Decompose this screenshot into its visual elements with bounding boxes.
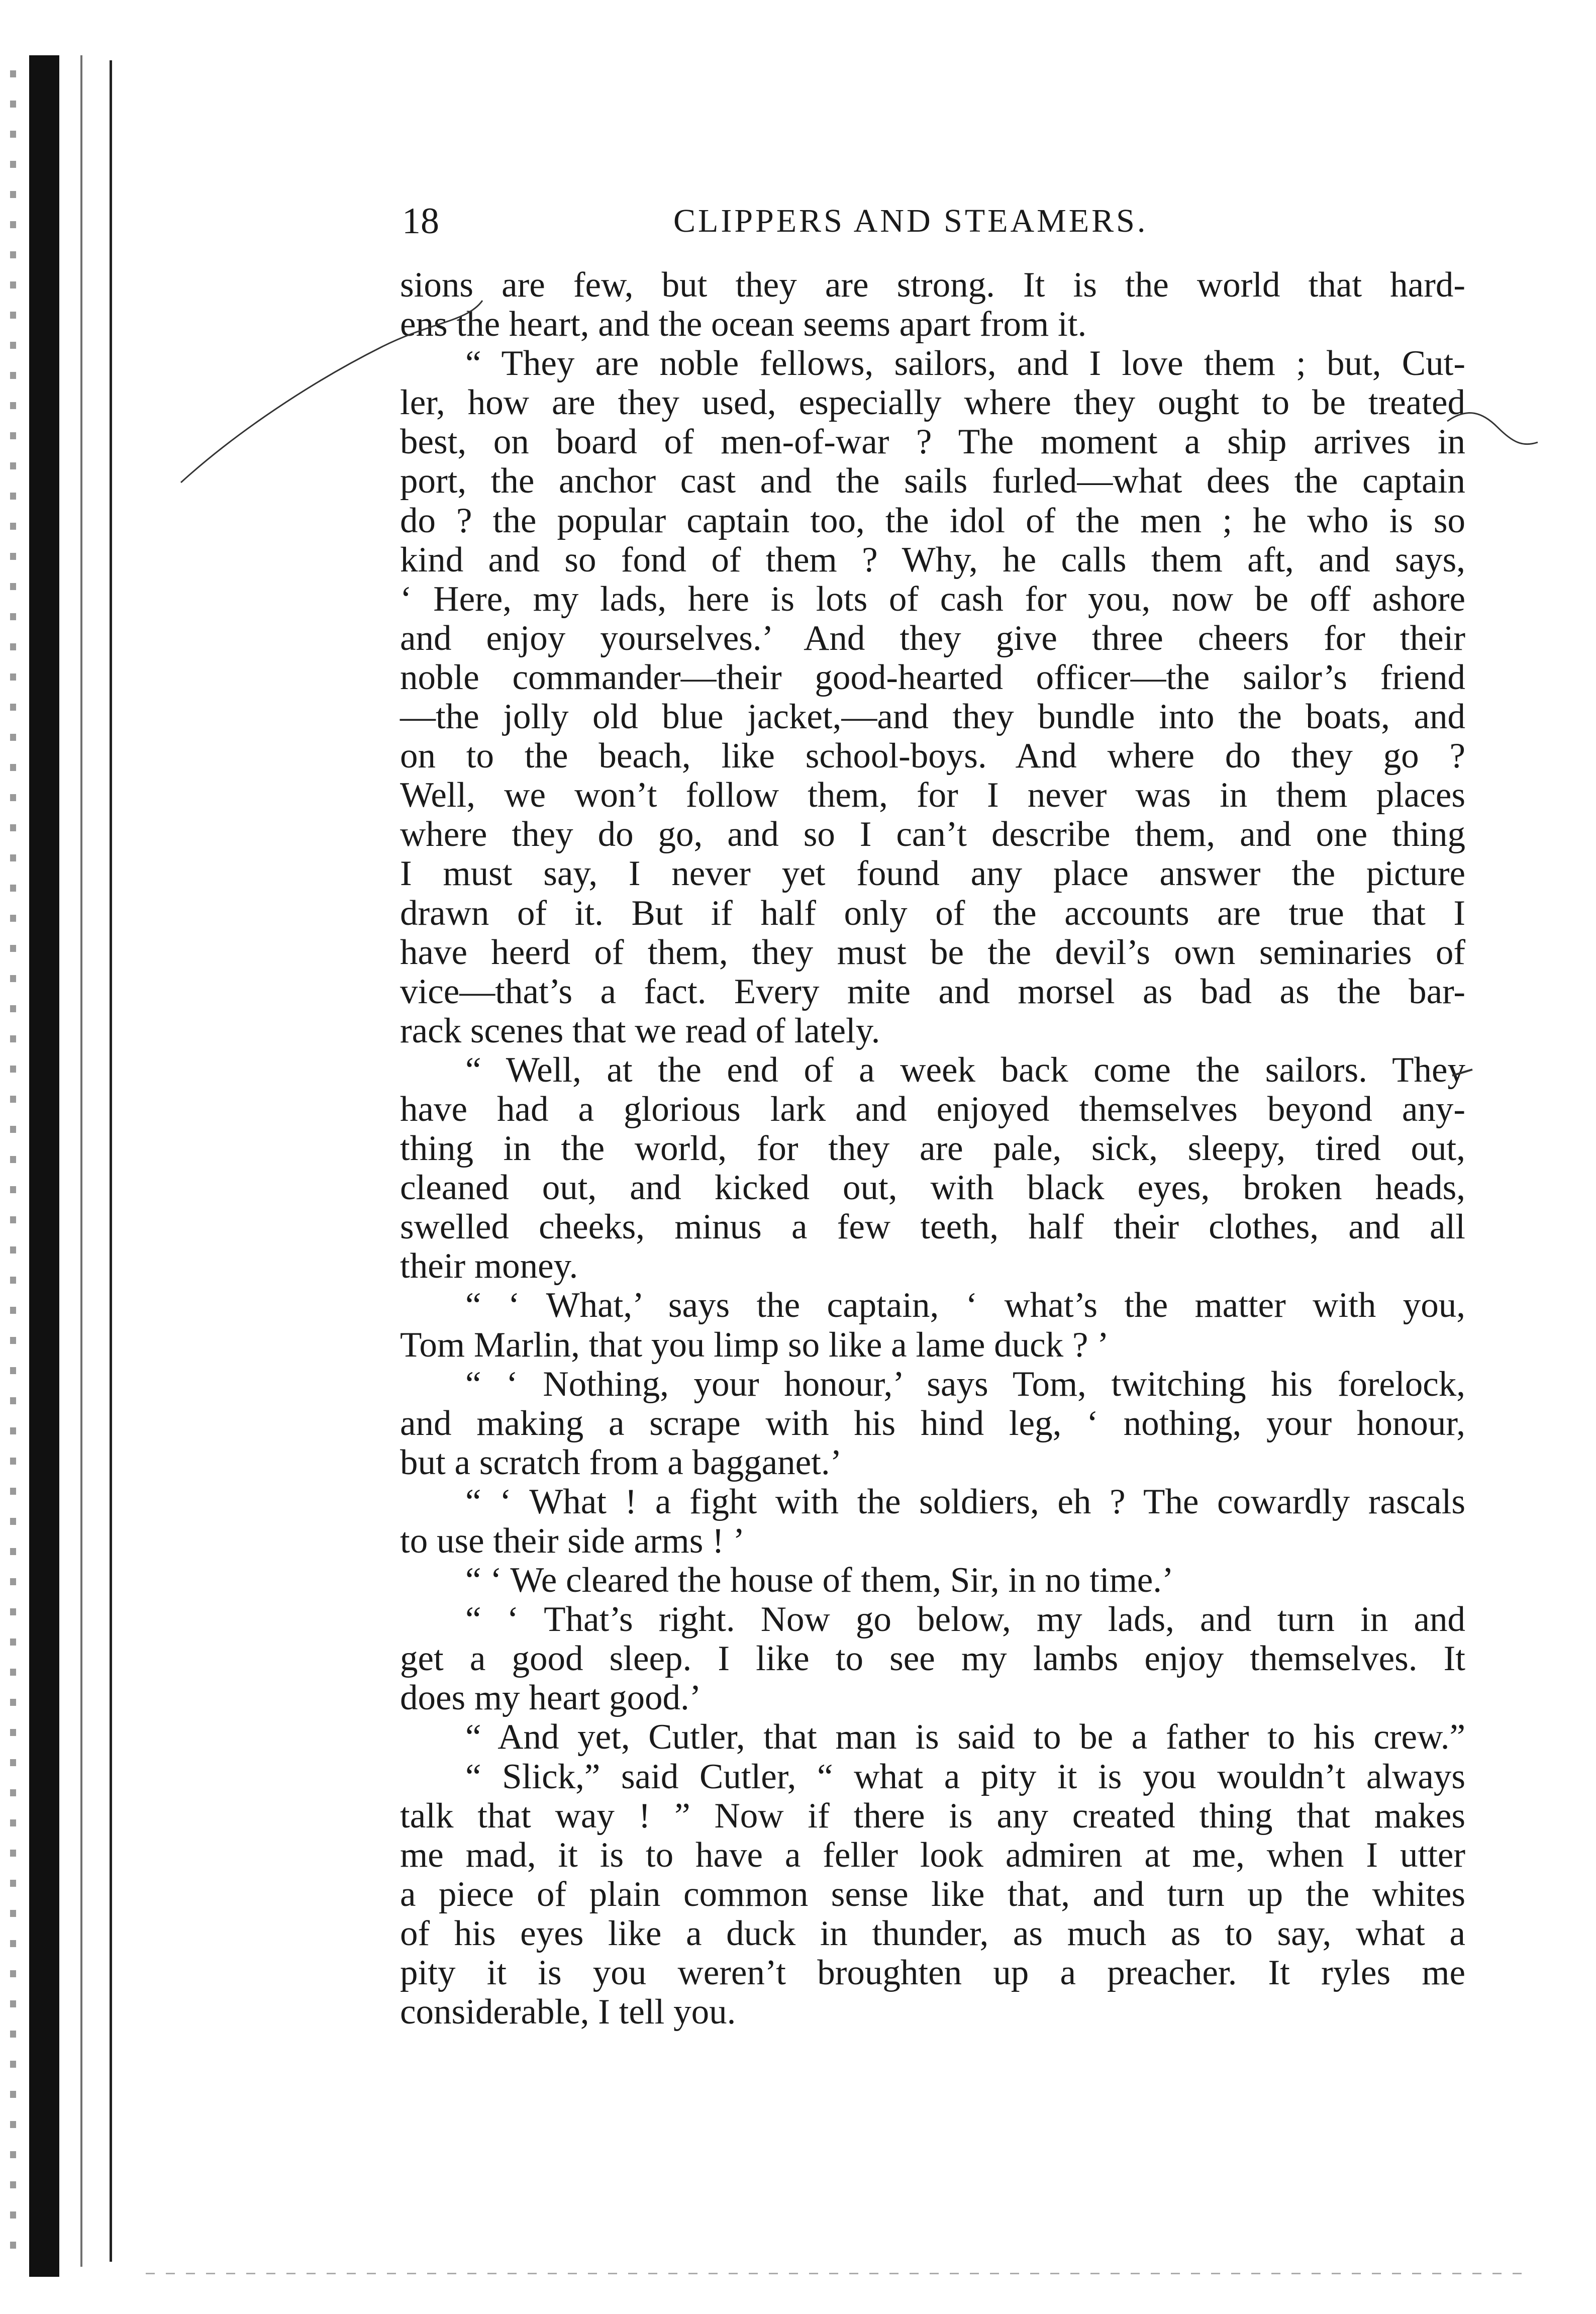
text-line: “ Slick,” said Cutler, “ what a pity it is you wouldn’t always [465, 1757, 1465, 1796]
text-line: “ Well, at the end of a week back come the sailors. They [465, 1050, 1465, 1090]
text-line: does my heart good.’ [400, 1678, 702, 1718]
text-line: where they do go, and so I can’t describe them, and one thing [400, 815, 1465, 854]
text-line: port, the anchor cast and the sails furled—what dees the captain [400, 461, 1465, 501]
text-line: pity it is you weren’t broughten up a preacher. It ryles me [400, 1953, 1465, 1993]
text-line: “ ‘ We cleared the house of them, Sir, in no time.’ [465, 1561, 1174, 1600]
text-line: ens the heart, and the ocean seems apart from it. [400, 305, 1087, 344]
gutter-line-inner [80, 55, 82, 2267]
text-line: talk that way ! ” Now if there is any created thing that makes [400, 1796, 1465, 1836]
text-line: vice—that’s a fact. Every mite and morsel as bad as the bar- [400, 972, 1465, 1011]
page-number: 18 [402, 201, 439, 242]
text-line: “ ‘ What,’ says the captain, ‘ what’s the matter with you, [465, 1286, 1465, 1325]
text-line: “ ‘ That’s right. Now go below, my lads, and turn in and [465, 1600, 1465, 1640]
text-line: and making a scrape with his hind leg, ‘ nothing, your honour, [400, 1403, 1465, 1443]
text-line: a piece of plain common sense like that, and turn up the whites [400, 1874, 1465, 1914]
text-line: do ? the popular captain too, the idol of the men ; he who is so [400, 501, 1465, 540]
text-line: “ ‘ Nothing, your honour,’ says Tom, twitching his forelock, [465, 1364, 1465, 1404]
text-line: ler, how are they used, especially where they ought to be treated [400, 383, 1465, 423]
text-line: cleaned out, and kicked out, with black eyes, broken heads, [400, 1168, 1465, 1208]
text-line: rack scenes that we read of lately. [400, 1011, 880, 1050]
text-line: thing in the world, for they are pale, sick, sleepy, tired out, [400, 1129, 1465, 1169]
body-text [400, 265, 1465, 2032]
bottom-edge-marks [146, 2273, 1528, 2274]
text-line: of his eyes like a duck in thunder, as much as to say, what a [400, 1913, 1465, 1953]
text-line: “ They are noble fellows, sailors, and I love them ; but, Cut- [465, 344, 1465, 383]
text-line: me mad, it is to have a feller look admiren at me, when I utter [400, 1835, 1465, 1875]
text-line: considerable, I tell you. [400, 1992, 736, 2032]
text-line: their money. [400, 1246, 578, 1286]
text-line: ‘ Here, my lads, here is lots of cash for you, now be off ashore [400, 579, 1465, 619]
page-edge-marks [10, 70, 16, 2272]
running-title: CLIPPERS AND STEAMERS. [673, 203, 1148, 239]
text-line: “ And yet, Cutler, that man is said to be a father to his crew.” [465, 1717, 1465, 1757]
page-header [402, 194, 1462, 249]
text-line: noble commander—their good-hearted officer—the sailor’s friend [400, 657, 1465, 697]
text-line: have had a glorious lark and enjoyed themselves beyond any- [400, 1089, 1465, 1129]
text-line: to use their side arms ! ’ [400, 1521, 745, 1561]
text-line: have heerd of them, they must be the devil’s own seminaries of [400, 932, 1465, 972]
text-line: best, on board of men-of-war ? The moment a ship arrives in [400, 422, 1465, 462]
text-line: —the jolly old blue jacket,—and they bundle into the boats, and [400, 697, 1465, 737]
text-line: but a scratch from a bagganet.’ [400, 1442, 842, 1482]
text-line: Tom Marlin, that you limp so like a lame duck ? ’ [400, 1325, 1109, 1365]
text-line: kind and so fond of them ? Why, he calls them aft, and says, [400, 540, 1465, 580]
book-spine-shadow [29, 55, 59, 2277]
text-line: on to the beach, like school-boys. And where do they go ? [400, 736, 1465, 776]
text-line: sions are few, but they are strong. It is the world that hard- [400, 265, 1465, 305]
gutter-line [110, 60, 112, 2262]
text-line: I must say, I never yet found any place answer the picture [400, 854, 1465, 894]
text-line: drawn of it. But if half only of the accounts are true that I [400, 893, 1465, 933]
text-line: swelled cheeks, minus a few teeth, half their clothes, and all [400, 1207, 1465, 1247]
text-line: “ ‘ What ! a fight with the soldiers, eh ? The cowardly rascals [465, 1482, 1465, 1521]
text-line: and enjoy yourselves.’ And they give three cheers for their [400, 618, 1465, 658]
text-line: get a good sleep. I like to see my lambs enjoy themselves. It [400, 1639, 1465, 1679]
text-line: Well, we won’t follow them, for I never was in them places [400, 776, 1465, 815]
